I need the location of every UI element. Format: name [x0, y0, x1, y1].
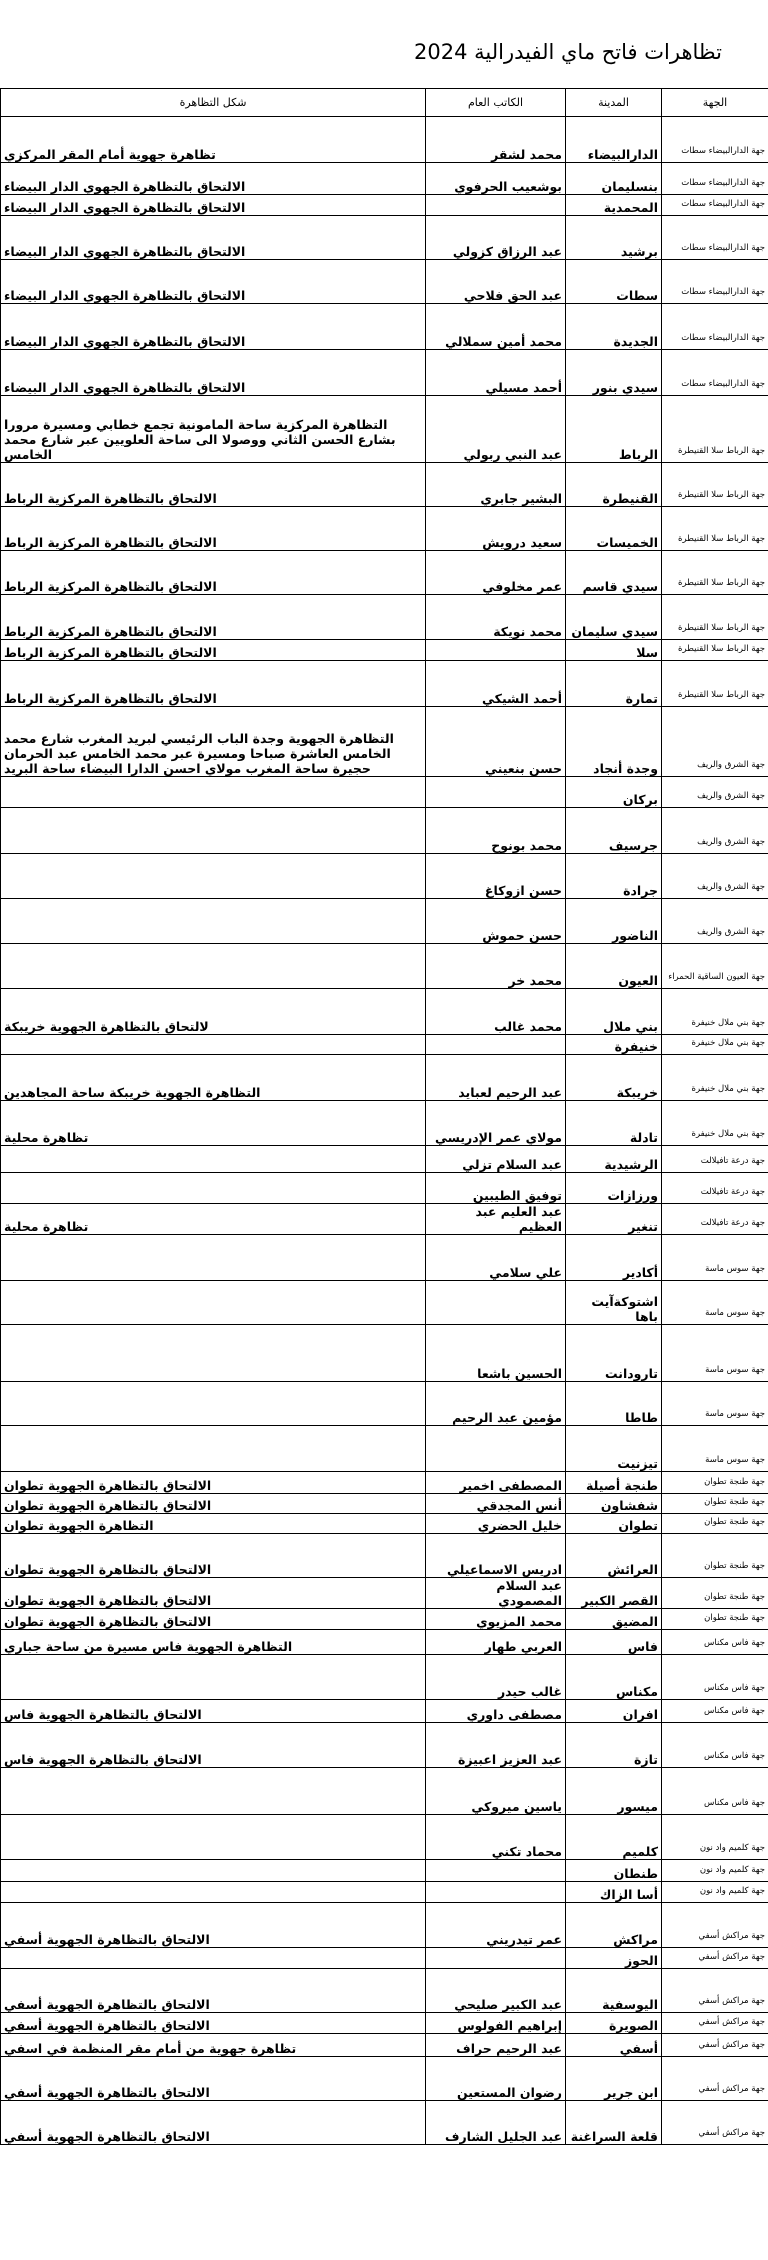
form-cell: الالتحاق بالتظاهرة الجهوية أسفي	[1, 2101, 426, 2145]
city-cell: سيدي بنور	[566, 350, 662, 396]
region-cell: جهة سوس ماسة	[662, 1382, 768, 1426]
form-cell: التظاهرة الجهوية فاس مسيرة من ساحة جباري	[1, 1630, 426, 1655]
form-cell: الالتحاق بالتظاهرة الجهوية أسفي	[1, 2057, 426, 2101]
region-cell: جهة سوس ماسة	[662, 1235, 768, 1281]
table-row	[1, 1534, 768, 1578]
secretary-cell: المصطفى اخمير	[426, 1472, 566, 1494]
table-row	[1, 1948, 768, 1969]
region-cell: جهة الدارالبيضاء سطات	[662, 163, 768, 195]
form-cell: الالتحاق بالتظاهرة الجهوي الدار البيضاء	[1, 216, 426, 260]
region-cell: جهة كلميم واد نون	[662, 1882, 768, 1903]
form-cell	[1, 1281, 426, 1325]
form-cell: الالتحاق بالتظاهرة الجهوية أسفي	[1, 2013, 426, 2034]
region-cell: جهة فاس مكناس	[662, 1723, 768, 1768]
form-cell	[1, 1035, 426, 1055]
table-row	[1, 707, 768, 777]
city-cell: تيزنيت	[566, 1426, 662, 1472]
form-cell: الالتحاق بالتظاهرة الجهوي الدار البيضاء	[1, 260, 426, 304]
city-cell: خنيفرة	[566, 1035, 662, 1055]
form-cell	[1, 1146, 426, 1173]
secretary-cell: توفيق الطيبين	[426, 1173, 566, 1204]
form-cell	[1, 777, 426, 808]
table-row	[1, 195, 768, 216]
city-cell: تطوان	[566, 1514, 662, 1534]
table-row	[1, 1101, 768, 1146]
region-cell: جهة العيون الساقية الحمراء	[662, 944, 768, 989]
city-cell: شفشاون	[566, 1494, 662, 1514]
city-cell: الرباط	[566, 396, 662, 463]
secretary-cell: حسن ازوكاغ	[426, 854, 566, 899]
header-city: المدينة	[566, 89, 662, 117]
secretary-cell: محمد بونوح	[426, 808, 566, 854]
region-cell: جهة مراكش أسفي	[662, 1969, 768, 2013]
table-row	[1, 944, 768, 989]
region-cell: جهة مراكش أسفي	[662, 2013, 768, 2034]
secretary-cell: عبد العليم عبد العظيم	[426, 1204, 566, 1235]
table-row	[1, 1815, 768, 1860]
secretary-cell: محمد غالب	[426, 989, 566, 1035]
form-cell: الالتحاق بالتظاهرة الجهوية تطوان	[1, 1578, 426, 1609]
table-row	[1, 989, 768, 1035]
form-cell: لالتحاق بالتظاهرة الجهوية خريبكة	[1, 989, 426, 1035]
region-cell: جهة الرباط سلا القنيطرة	[662, 640, 768, 661]
region-cell: جهة الدارالبيضاء سطات	[662, 304, 768, 350]
region-cell: جهة سوس ماسة	[662, 1325, 768, 1382]
city-cell: أسفي	[566, 2034, 662, 2057]
secretary-cell: أحمد الشيكي	[426, 661, 566, 707]
table-row	[1, 1055, 768, 1101]
table-row	[1, 595, 768, 640]
header-secretary: الكاتب العام	[426, 89, 566, 117]
table-row	[1, 304, 768, 350]
city-cell: اشتوكةآيت باها	[566, 1281, 662, 1325]
form-cell	[1, 1325, 426, 1382]
region-cell: جهة طنجة تطوان	[662, 1578, 768, 1609]
secretary-cell	[426, 640, 566, 661]
city-cell: جرادة	[566, 854, 662, 899]
region-cell: جهة درعة تافيلالت	[662, 1204, 768, 1235]
region-cell: جهة الرباط سلا القنيطرة	[662, 507, 768, 551]
table-row	[1, 1472, 768, 1494]
city-cell: مراكش	[566, 1903, 662, 1948]
city-cell: مكناس	[566, 1655, 662, 1700]
table-row	[1, 2013, 768, 2034]
secretary-cell: أحمد مسيلي	[426, 350, 566, 396]
secretary-cell: عبد الرحيم حراف	[426, 2034, 566, 2057]
table-row	[1, 1426, 768, 1472]
region-cell: جهة مراكش أسفي	[662, 1948, 768, 1969]
secretary-cell: عبد الرحيم لعبايد	[426, 1055, 566, 1101]
form-cell: الالتحاق بالتظاهرة الجهوية تطوان	[1, 1609, 426, 1630]
secretary-cell: العربي طهار	[426, 1630, 566, 1655]
secretary-cell: عبد الحق فلاحي	[426, 260, 566, 304]
secretary-cell: إبراهيم الفولوس	[426, 2013, 566, 2034]
secretary-cell	[426, 195, 566, 216]
city-cell: خريبكة	[566, 1055, 662, 1101]
form-cell: تظاهرة جهوية من أمام مقر المنظمة في اسفي	[1, 2034, 426, 2057]
region-cell: جهة طنجة تطوان	[662, 1609, 768, 1630]
table-row	[1, 640, 768, 661]
table-row	[1, 216, 768, 260]
city-cell: بني ملال	[566, 989, 662, 1035]
secretary-cell: ياسين ميروكي	[426, 1768, 566, 1815]
city-cell: كلميم	[566, 1815, 662, 1860]
table-row	[1, 396, 768, 463]
form-cell: الالتحاق بالتظاهرة الجهوي الدار البيضاء	[1, 350, 426, 396]
form-cell	[1, 1426, 426, 1472]
city-cell: الرشيدية	[566, 1146, 662, 1173]
table-row	[1, 1655, 768, 1700]
secretary-cell: خليل الحضري	[426, 1514, 566, 1534]
table-row	[1, 1281, 768, 1325]
form-cell: تظاهرة محلية	[1, 1204, 426, 1235]
table-row	[1, 1382, 768, 1426]
table-row	[1, 1146, 768, 1173]
city-cell: الناضور	[566, 899, 662, 944]
secretary-cell: عمر مخلوفي	[426, 551, 566, 595]
region-cell: جهة الشرق والريف	[662, 808, 768, 854]
region-cell: جهة الدارالبيضاء سطات	[662, 260, 768, 304]
secretary-cell: بوشعيب الحرفوي	[426, 163, 566, 195]
form-cell: التظاهرة الجهوية تطوان	[1, 1514, 426, 1534]
region-cell: جهة فاس مكناس	[662, 1768, 768, 1815]
header-region: الجهة	[662, 89, 768, 117]
city-cell: الصويرة	[566, 2013, 662, 2034]
table-row	[1, 1882, 768, 1903]
table-row	[1, 1514, 768, 1534]
form-cell: الالتحاق بالتظاهرة المركزية الرباط	[1, 551, 426, 595]
table-row	[1, 777, 768, 808]
secretary-cell: محماد تكني	[426, 1815, 566, 1860]
region-cell: جهة بني ملال خنيفرة	[662, 989, 768, 1035]
page-title: تظاهرات فاتح ماي الفيدرالية 2024	[414, 40, 722, 64]
secretary-cell: حسن بنعيني	[426, 707, 566, 777]
region-cell: جهة كلميم واد نون	[662, 1815, 768, 1860]
form-cell: الالتحاق بالتظاهرة الجهوية تطوان	[1, 1534, 426, 1578]
table-row	[1, 2034, 768, 2057]
secretary-cell: سعيد درويش	[426, 507, 566, 551]
region-cell: جهة طنجة تطوان	[662, 1514, 768, 1534]
secretary-cell: عبد النبي ربولي	[426, 396, 566, 463]
region-cell: جهة الدارالبيضاء سطات	[662, 195, 768, 216]
secretary-cell: البشير جابري	[426, 463, 566, 507]
city-cell: تمارة	[566, 661, 662, 707]
form-cell: الالتحاق بالتظاهرة المركزية الرباط	[1, 661, 426, 707]
table-row	[1, 1723, 768, 1768]
city-cell: طنطان	[566, 1860, 662, 1882]
secretary-cell: عبد العزيز اعبيزة	[426, 1723, 566, 1768]
city-cell: طنجة أصيلة	[566, 1472, 662, 1494]
form-cell	[1, 1768, 426, 1815]
table-row	[1, 163, 768, 195]
secretary-cell: مؤمين عبد الرحيم	[426, 1382, 566, 1426]
table-header-row	[1, 89, 768, 117]
secretary-cell	[426, 1035, 566, 1055]
city-cell: القصر الكبير	[566, 1578, 662, 1609]
table-row	[1, 2057, 768, 2101]
region-cell: جهة بني ملال خنيفرة	[662, 1055, 768, 1101]
form-cell: الالتحاق بالتظاهرة الجهوية أسفي	[1, 1903, 426, 1948]
region-cell: جهة درعة تافيلالت	[662, 1146, 768, 1173]
secretary-cell: مصطفى داوري	[426, 1700, 566, 1723]
table-row	[1, 1860, 768, 1882]
table-row	[1, 1235, 768, 1281]
secretary-cell: غالب حيدر	[426, 1655, 566, 1700]
form-cell: الالتحاق بالتظاهرة الجهوية أسفي	[1, 1969, 426, 2013]
form-cell: الالتحاق بالتظاهرة المركزية الرباط	[1, 463, 426, 507]
city-cell: ميسور	[566, 1768, 662, 1815]
secretary-cell	[426, 1426, 566, 1472]
form-cell: الالتحاق بالتظاهرة الجهوية تطوان	[1, 1472, 426, 1494]
table-row	[1, 1494, 768, 1514]
form-cell: التظاهرة الجهوية وجدة الباب الرئيسي لبريد المغرب شارع محمد الخامس العاشرة صباحا ومسيرة عبر محمد الخامس عبد الحرمان حجيرة ساحة المغرب مولاي احسن الدارا البيضاء ساحة البريد	[1, 707, 426, 777]
region-cell: جهة الرباط سلا القنيطرة	[662, 595, 768, 640]
form-cell	[1, 1948, 426, 1969]
secretary-cell	[426, 1281, 566, 1325]
city-cell: وجدة أنجاد	[566, 707, 662, 777]
region-cell: جهة الشرق والريف	[662, 777, 768, 808]
region-cell: جهة طنجة تطوان	[662, 1494, 768, 1514]
region-cell: جهة الدارالبيضاء سطات	[662, 117, 768, 163]
city-cell: الجديدة	[566, 304, 662, 350]
city-cell: ابن جرير	[566, 2057, 662, 2101]
region-cell: جهة فاس مكناس	[662, 1700, 768, 1723]
region-cell: جهة الدارالبيضاء سطات	[662, 216, 768, 260]
secretary-cell: أنس المجدقي	[426, 1494, 566, 1514]
form-cell	[1, 1235, 426, 1281]
region-cell: جهة مراكش أسفي	[662, 1903, 768, 1948]
city-cell: ورزازات	[566, 1173, 662, 1204]
form-cell: تظاهرة جهوية أمام المقر المركزي	[1, 117, 426, 163]
city-cell: سيدي قاسم	[566, 551, 662, 595]
region-cell: جهة الشرق والريف	[662, 854, 768, 899]
form-cell	[1, 944, 426, 989]
city-cell: العرائش	[566, 1534, 662, 1578]
region-cell: جهة الرباط سلا القنيطرة	[662, 396, 768, 463]
table-row	[1, 1325, 768, 1382]
city-cell: المضيق	[566, 1609, 662, 1630]
table-row	[1, 2101, 768, 2145]
form-cell: الالتحاق بالتظاهرة الجهوية تطوان	[1, 1494, 426, 1514]
city-cell: تازة	[566, 1723, 662, 1768]
secretary-cell: ادريس الاسماعيلي	[426, 1534, 566, 1578]
form-cell	[1, 899, 426, 944]
form-cell: تظاهرة محلية	[1, 1101, 426, 1146]
region-cell: جهة الشرق والريف	[662, 707, 768, 777]
secretary-cell: عبد السلام المصمودي	[426, 1578, 566, 1609]
city-cell: الحوز	[566, 1948, 662, 1969]
region-cell: جهة فاس مكناس	[662, 1655, 768, 1700]
city-cell: تنغير	[566, 1204, 662, 1235]
city-cell: أسا الزاك	[566, 1882, 662, 1903]
table-row	[1, 808, 768, 854]
table-row	[1, 1173, 768, 1204]
secretary-cell	[426, 1882, 566, 1903]
form-cell: الالتحاق بالتظاهرة الجهوية فاس	[1, 1700, 426, 1723]
region-cell: جهة مراكش أسفي	[662, 2057, 768, 2101]
city-cell: سطات	[566, 260, 662, 304]
city-cell: تارودانت	[566, 1325, 662, 1382]
table-row	[1, 1630, 768, 1655]
table-body	[1, 117, 768, 2145]
form-cell	[1, 1860, 426, 1882]
city-cell: سيدي سليمان	[566, 595, 662, 640]
secretary-cell: مولاي عمر الإدريسي	[426, 1101, 566, 1146]
table-row	[1, 117, 768, 163]
table-row	[1, 463, 768, 507]
region-cell: جهة كلميم واد نون	[662, 1860, 768, 1882]
secretary-cell	[426, 1860, 566, 1882]
city-cell: العيون	[566, 944, 662, 989]
table-row	[1, 507, 768, 551]
table-row	[1, 854, 768, 899]
form-cell: الالتحاق بالتظاهرة الجهوية فاس	[1, 1723, 426, 1768]
form-cell: الالتحاق بالتظاهرة المركزية الرباط	[1, 640, 426, 661]
table-row	[1, 1768, 768, 1815]
region-cell: جهة الشرق والريف	[662, 899, 768, 944]
secretary-cell: عبد الرزاق كزولي	[426, 216, 566, 260]
table-row	[1, 899, 768, 944]
secretary-cell: علي سلامي	[426, 1235, 566, 1281]
form-cell: الالتحاق بالتظاهرة الجهوي الدار البيضاء	[1, 163, 426, 195]
region-cell: جهة سوس ماسة	[662, 1281, 768, 1325]
city-cell: بنسليمان	[566, 163, 662, 195]
table-row	[1, 1700, 768, 1723]
city-cell: فاس	[566, 1630, 662, 1655]
form-cell: الالتحاق بالتظاهرة المركزية الرباط	[1, 507, 426, 551]
secretary-cell: عبد الكبير صليحي	[426, 1969, 566, 2013]
form-cell: الالتحاق بالتظاهرة المركزية الرباط	[1, 595, 426, 640]
table-row	[1, 1969, 768, 2013]
secretary-cell: عبد السلام تزلي	[426, 1146, 566, 1173]
region-cell: جهة مراكش أسفي	[662, 2101, 768, 2145]
secretary-cell: الحسين باشعا	[426, 1325, 566, 1382]
table-row	[1, 1035, 768, 1055]
region-cell: جهة بني ملال خنيفرة	[662, 1035, 768, 1055]
secretary-cell: محمد نويكة	[426, 595, 566, 640]
form-cell	[1, 1382, 426, 1426]
region-cell: جهة الرباط سلا القنيطرة	[662, 551, 768, 595]
form-cell	[1, 854, 426, 899]
table-row	[1, 1578, 768, 1609]
secretary-cell: محمد خر	[426, 944, 566, 989]
secretary-cell: رضوان المستعين	[426, 2057, 566, 2101]
secretary-cell	[426, 1948, 566, 1969]
form-cell	[1, 1655, 426, 1700]
form-cell: الالتحاق بالتظاهرة الجهوي الدار البيضاء	[1, 195, 426, 216]
secretary-cell: عمر تيدريني	[426, 1903, 566, 1948]
city-cell: اليوسفية	[566, 1969, 662, 2013]
city-cell: جرسيف	[566, 808, 662, 854]
region-cell: جهة مراكش أسفي	[662, 2034, 768, 2057]
form-cell	[1, 1173, 426, 1204]
region-cell: جهة الرباط سلا القنيطرة	[662, 661, 768, 707]
form-cell: التظاهرة الجهوية خريبكة ساحة المجاهدين	[1, 1055, 426, 1101]
city-cell: أكادير	[566, 1235, 662, 1281]
form-cell: الالتحاق بالتظاهرة الجهوي الدار البيضاء	[1, 304, 426, 350]
secretary-cell: حسن حموش	[426, 899, 566, 944]
region-cell: جهة الرباط سلا القنيطرة	[662, 463, 768, 507]
region-cell: جهة طنجة تطوان	[662, 1472, 768, 1494]
city-cell: الخميسات	[566, 507, 662, 551]
city-cell: تادلة	[566, 1101, 662, 1146]
region-cell: جهة بني ملال خنيفرة	[662, 1101, 768, 1146]
secretary-cell: محمد أمين سملالي	[426, 304, 566, 350]
city-cell: افران	[566, 1700, 662, 1723]
city-cell: الدارالبيضاء	[566, 117, 662, 163]
city-cell: بركان	[566, 777, 662, 808]
region-cell: جهة درعة تافيلالت	[662, 1173, 768, 1204]
city-cell: طاطا	[566, 1382, 662, 1426]
table-row	[1, 1903, 768, 1948]
city-cell: المحمدية	[566, 195, 662, 216]
header-form: شكل التظاهرة	[1, 89, 426, 117]
city-cell: قلعة السراغنة	[566, 2101, 662, 2145]
table-row	[1, 551, 768, 595]
city-cell: القنيطرة	[566, 463, 662, 507]
form-cell: التظاهرة المركزية ساحة المامونية تجمع خطابي ومسيرة مرورا بشارع الحسن الثاني ووصولا الى ساحة العلويين عبر شارع محمد الخامس	[1, 396, 426, 463]
secretary-cell: محمد المزيوي	[426, 1609, 566, 1630]
region-cell: جهة سوس ماسة	[662, 1426, 768, 1472]
secretary-cell	[426, 777, 566, 808]
region-cell: جهة فاس مكناس	[662, 1630, 768, 1655]
form-cell	[1, 1882, 426, 1903]
table-row	[1, 661, 768, 707]
city-cell: سلا	[566, 640, 662, 661]
region-cell: جهة طنجة تطوان	[662, 1534, 768, 1578]
table-row	[1, 350, 768, 396]
region-cell: جهة الدارالبيضاء سطات	[662, 350, 768, 396]
table-row	[1, 1204, 768, 1235]
city-cell: برشيد	[566, 216, 662, 260]
secretary-cell: محمد لشقر	[426, 117, 566, 163]
secretary-cell: عبد الجليل الشارف	[426, 2101, 566, 2145]
table-row	[1, 1609, 768, 1630]
table-row	[1, 260, 768, 304]
demonstrations-table	[0, 88, 768, 2145]
form-cell	[1, 1815, 426, 1860]
form-cell	[1, 808, 426, 854]
